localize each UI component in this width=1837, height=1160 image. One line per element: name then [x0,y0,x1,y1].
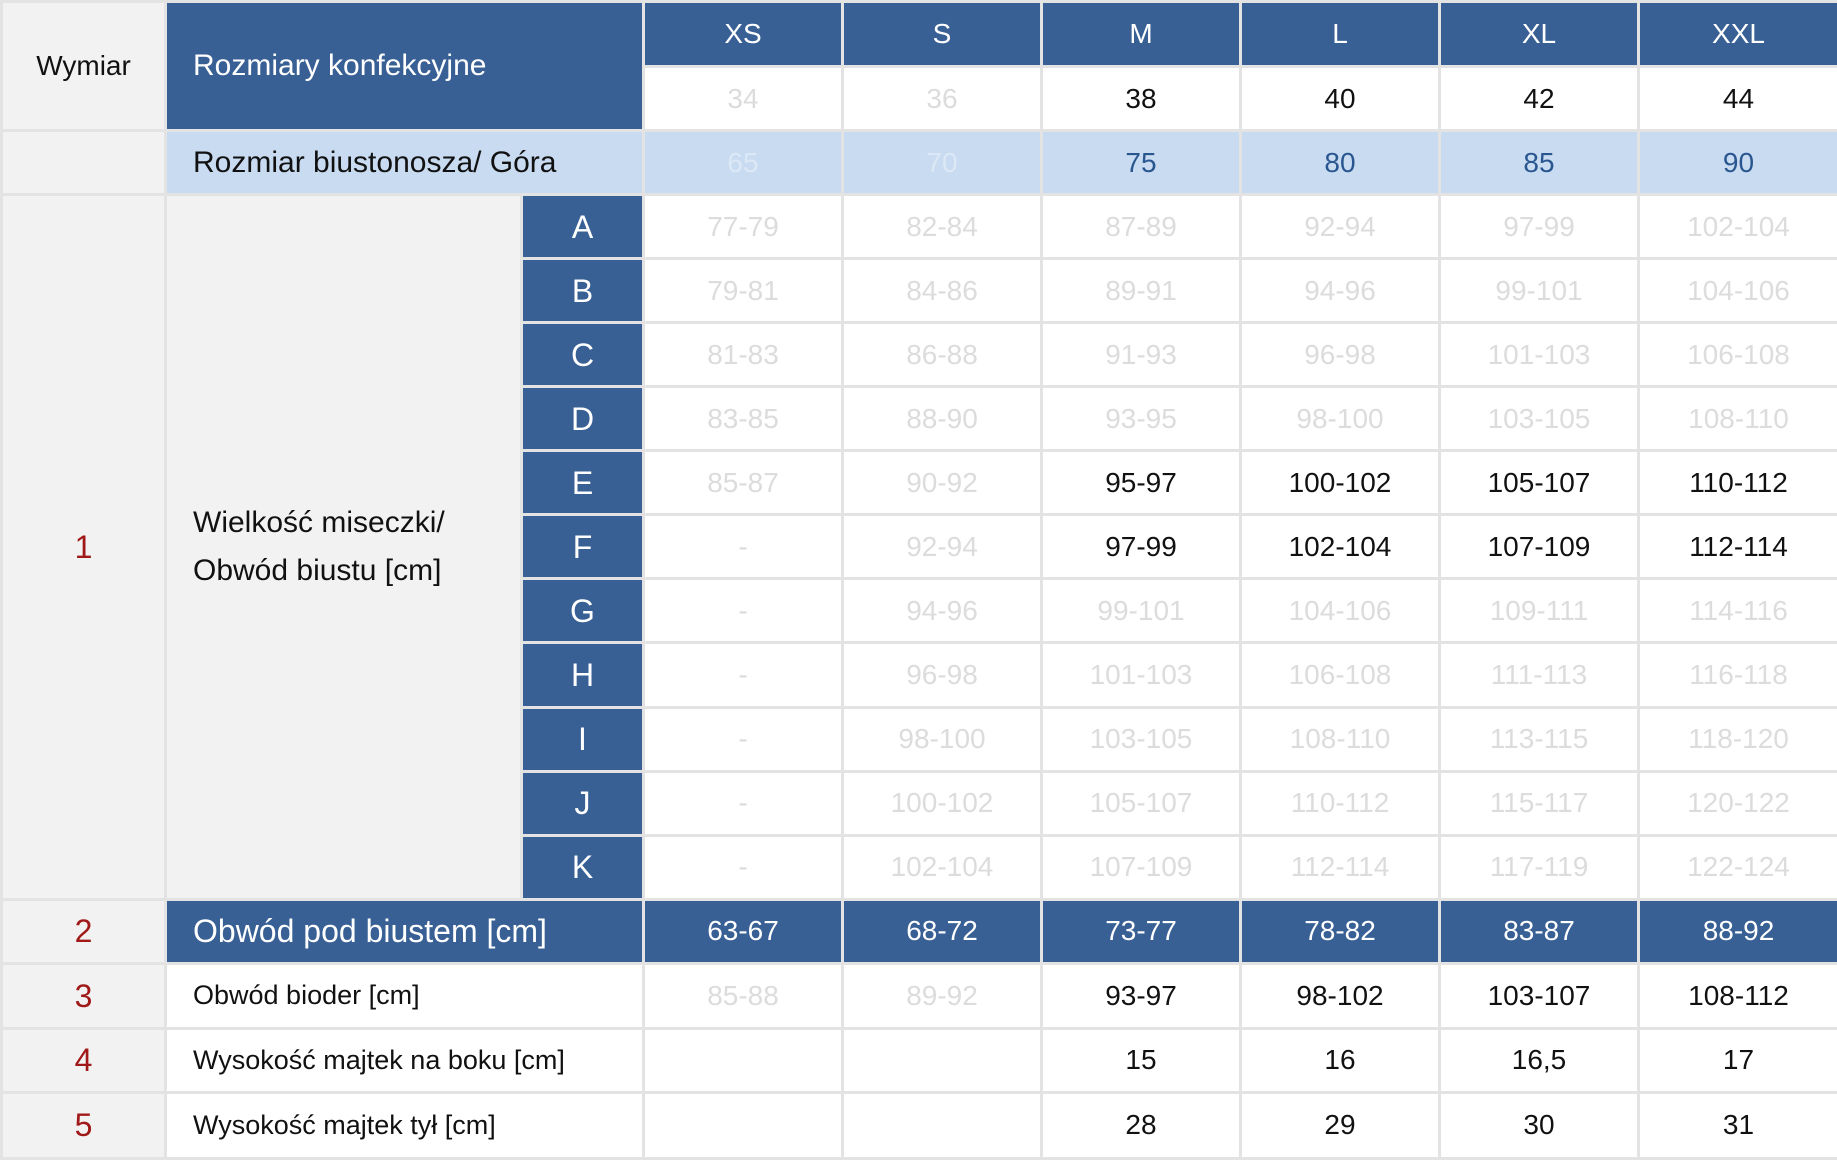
measurement-value-3-xs: 85-88 [644,963,843,1028]
bust-value-f-l: 102-104 [1241,515,1440,579]
bust-value-h-m: 101-103 [1042,643,1241,707]
bust-value-h-l: 106-108 [1241,643,1440,707]
cup-letter: A [522,195,644,259]
measurement-number-5: 5 [2,1092,166,1158]
bust-value-d-xl: 103-105 [1440,387,1639,451]
bust-value-e-m: 95-97 [1042,451,1241,515]
bust-value-b-l: 94-96 [1241,259,1440,323]
cup-letter: I [522,707,644,771]
bust-value-c-m: 91-93 [1042,323,1241,387]
bust-value-b-xl: 99-101 [1440,259,1639,323]
size-letter-m: M [1042,2,1241,67]
measurement-value-4-xs [644,1028,843,1092]
bust-value-j-xxl: 120-122 [1639,771,1837,835]
measurement-value-3-s: 89-92 [843,963,1042,1028]
bust-value-j-l: 110-112 [1241,771,1440,835]
bust-value-e-s: 90-92 [843,451,1042,515]
measurement-row-4 [2,1028,1837,1092]
bust-value-b-s: 84-86 [843,259,1042,323]
eu-size-s: 36 [843,67,1042,131]
bust-value-c-xxl: 106-108 [1639,323,1837,387]
bust-value-d-xxl: 108-110 [1639,387,1837,451]
measurement-number-2: 2 [2,899,166,963]
bust-value-j-m: 105-107 [1042,771,1241,835]
bust-value-j-xs: - [644,771,843,835]
measurement-number-1: 1 [2,195,166,900]
bust-value-b-xxl: 104-106 [1639,259,1837,323]
measurement-value-3-l: 98-102 [1241,963,1440,1028]
measurement-label-3: Obwód bioder [cm] [166,963,644,1028]
bust-value-d-xs: 83-85 [644,387,843,451]
bust-value-g-xs: - [644,579,843,643]
bust-value-h-xxl: 116-118 [1639,643,1837,707]
measurement-value-4-xxl: 17 [1639,1028,1837,1092]
bust-value-f-xxl: 112-114 [1639,515,1837,579]
measurement-value-2-m: 73-77 [1042,899,1241,963]
measurement-value-4-l: 16 [1241,1028,1440,1092]
measurement-row-5 [2,1092,1837,1158]
measurement-value-3-xxl: 108-112 [1639,963,1837,1028]
bust-value-e-l: 100-102 [1241,451,1440,515]
bust-value-c-s: 86-88 [843,323,1042,387]
bust-value-h-s: 96-98 [843,643,1042,707]
ready-sizes-header: Rozmiary konfekcyjne [166,2,644,131]
bust-value-b-m: 89-91 [1042,259,1241,323]
measurement-label-4: Wysokość majtek na boku [cm] [166,1028,644,1092]
bust-value-d-l: 98-100 [1241,387,1440,451]
measurement-number-3: 3 [2,963,166,1028]
measurement-value-5-xl: 30 [1440,1092,1639,1158]
size-letter-s: S [843,2,1042,67]
bra-size-l: 80 [1241,131,1440,195]
bust-value-h-xl: 111-113 [1440,643,1639,707]
bust-value-k-l: 112-114 [1241,835,1440,899]
size-letter-xs: XS [644,2,843,67]
bust-value-g-s: 94-96 [843,579,1042,643]
measurement-value-4-s [843,1028,1042,1092]
eu-size-m: 38 [1042,67,1241,131]
size-letter-xl: XL [1440,2,1639,67]
measurement-number-4: 4 [2,1028,166,1092]
size-chart-body [2,2,1837,1159]
bust-value-e-xl: 105-107 [1440,451,1639,515]
measurement-label-2: Obwód pod biustem [cm] [166,899,644,963]
header-row-size-letters [2,2,1837,67]
cup-section-label-line1: Wielkość miseczki/ [193,505,445,539]
measurement-value-3-xl: 103-107 [1440,963,1639,1028]
bra-size-s: 70 [843,131,1042,195]
bust-value-i-xs: - [644,707,843,771]
header-row-bra-sizes [2,131,1837,195]
cup-section-label [166,195,522,900]
measurement-value-4-m: 15 [1042,1028,1241,1092]
bust-value-i-l: 108-110 [1241,707,1440,771]
bust-value-c-xl: 101-103 [1440,323,1639,387]
bust-value-c-xs: 81-83 [644,323,843,387]
measurement-value-2-xs: 63-67 [644,899,843,963]
measurement-value-3-m: 93-97 [1042,963,1241,1028]
bust-value-f-xl: 107-109 [1440,515,1639,579]
measurement-value-5-s [843,1092,1042,1158]
eu-size-l: 40 [1241,67,1440,131]
size-letter-l: L [1241,2,1440,67]
measurement-value-2-s: 68-72 [843,899,1042,963]
bust-value-k-xl: 117-119 [1440,835,1639,899]
bust-value-a-s: 82-84 [843,195,1042,259]
cup-letter: K [522,835,644,899]
bust-value-j-s: 100-102 [843,771,1042,835]
bust-value-i-s: 98-100 [843,707,1042,771]
bust-value-i-xxl: 118-120 [1639,707,1837,771]
measurement-value-5-xs [644,1092,843,1158]
bust-value-j-xl: 115-117 [1440,771,1639,835]
eu-size-xxl: 44 [1639,67,1837,131]
bust-value-f-s: 92-94 [843,515,1042,579]
bust-value-c-l: 96-98 [1241,323,1440,387]
bust-value-a-xxl: 102-104 [1639,195,1837,259]
bra-size-xxl: 90 [1639,131,1837,195]
measurement-value-5-xxl: 31 [1639,1092,1837,1158]
measurement-value-4-xl: 16,5 [1440,1028,1639,1092]
cup-letter: D [522,387,644,451]
bust-value-a-xl: 97-99 [1440,195,1639,259]
bust-value-k-m: 107-109 [1042,835,1241,899]
bust-value-k-xs: - [644,835,843,899]
bust-value-f-xs: - [644,515,843,579]
cup-section-label-line2: Obwód biustu [cm] [193,553,442,587]
eu-size-xs: 34 [644,67,843,131]
cup-letter: F [522,515,644,579]
eu-size-xl: 42 [1440,67,1639,131]
bust-value-a-l: 92-94 [1241,195,1440,259]
bust-value-i-xl: 113-115 [1440,707,1639,771]
bust-value-f-m: 97-99 [1042,515,1241,579]
cup-letter: H [522,643,644,707]
measurement-value-2-xxl: 88-92 [1639,899,1837,963]
measurement-value-2-xl: 83-87 [1440,899,1639,963]
bust-value-a-m: 87-89 [1042,195,1241,259]
bra-size-xl: 85 [1440,131,1639,195]
bust-value-g-xl: 109-111 [1440,579,1639,643]
bust-value-e-xxl: 110-112 [1639,451,1837,515]
dimension-header: Wymiar [2,2,166,131]
measurement-label-5: Wysokość majtek tył [cm] [166,1092,644,1158]
bust-value-g-l: 104-106 [1241,579,1440,643]
bra-size-xs: 65 [644,131,843,195]
bust-value-b-xs: 79-81 [644,259,843,323]
bust-value-h-xs: - [644,643,843,707]
cup-letter: J [522,771,644,835]
bra-size-header: Rozmiar biustonosza/ Góra [166,131,644,195]
cup-letter: C [522,323,644,387]
cup-letter: E [522,451,644,515]
cup-letter: G [522,579,644,643]
bust-value-d-m: 93-95 [1042,387,1241,451]
cup-row-a [2,195,1837,259]
bra-size-m: 75 [1042,131,1241,195]
bust-value-k-xxl: 122-124 [1639,835,1837,899]
bust-value-a-xs: 77-79 [644,195,843,259]
size-letter-xxl: XXL [1639,2,1837,67]
bust-value-g-xxl: 114-116 [1639,579,1837,643]
bust-value-d-s: 88-90 [843,387,1042,451]
cup-letter: B [522,259,644,323]
measurement-value-5-m: 28 [1042,1092,1241,1158]
bust-value-e-xs: 85-87 [644,451,843,515]
dimension-header-spacer [2,131,166,195]
measurement-row-2 [2,899,1837,963]
measurement-value-2-l: 78-82 [1241,899,1440,963]
bust-value-i-m: 103-105 [1042,707,1241,771]
bust-value-g-m: 99-101 [1042,579,1241,643]
measurement-row-3 [2,963,1837,1028]
bust-value-k-s: 102-104 [843,835,1042,899]
measurement-value-5-l: 29 [1241,1092,1440,1158]
